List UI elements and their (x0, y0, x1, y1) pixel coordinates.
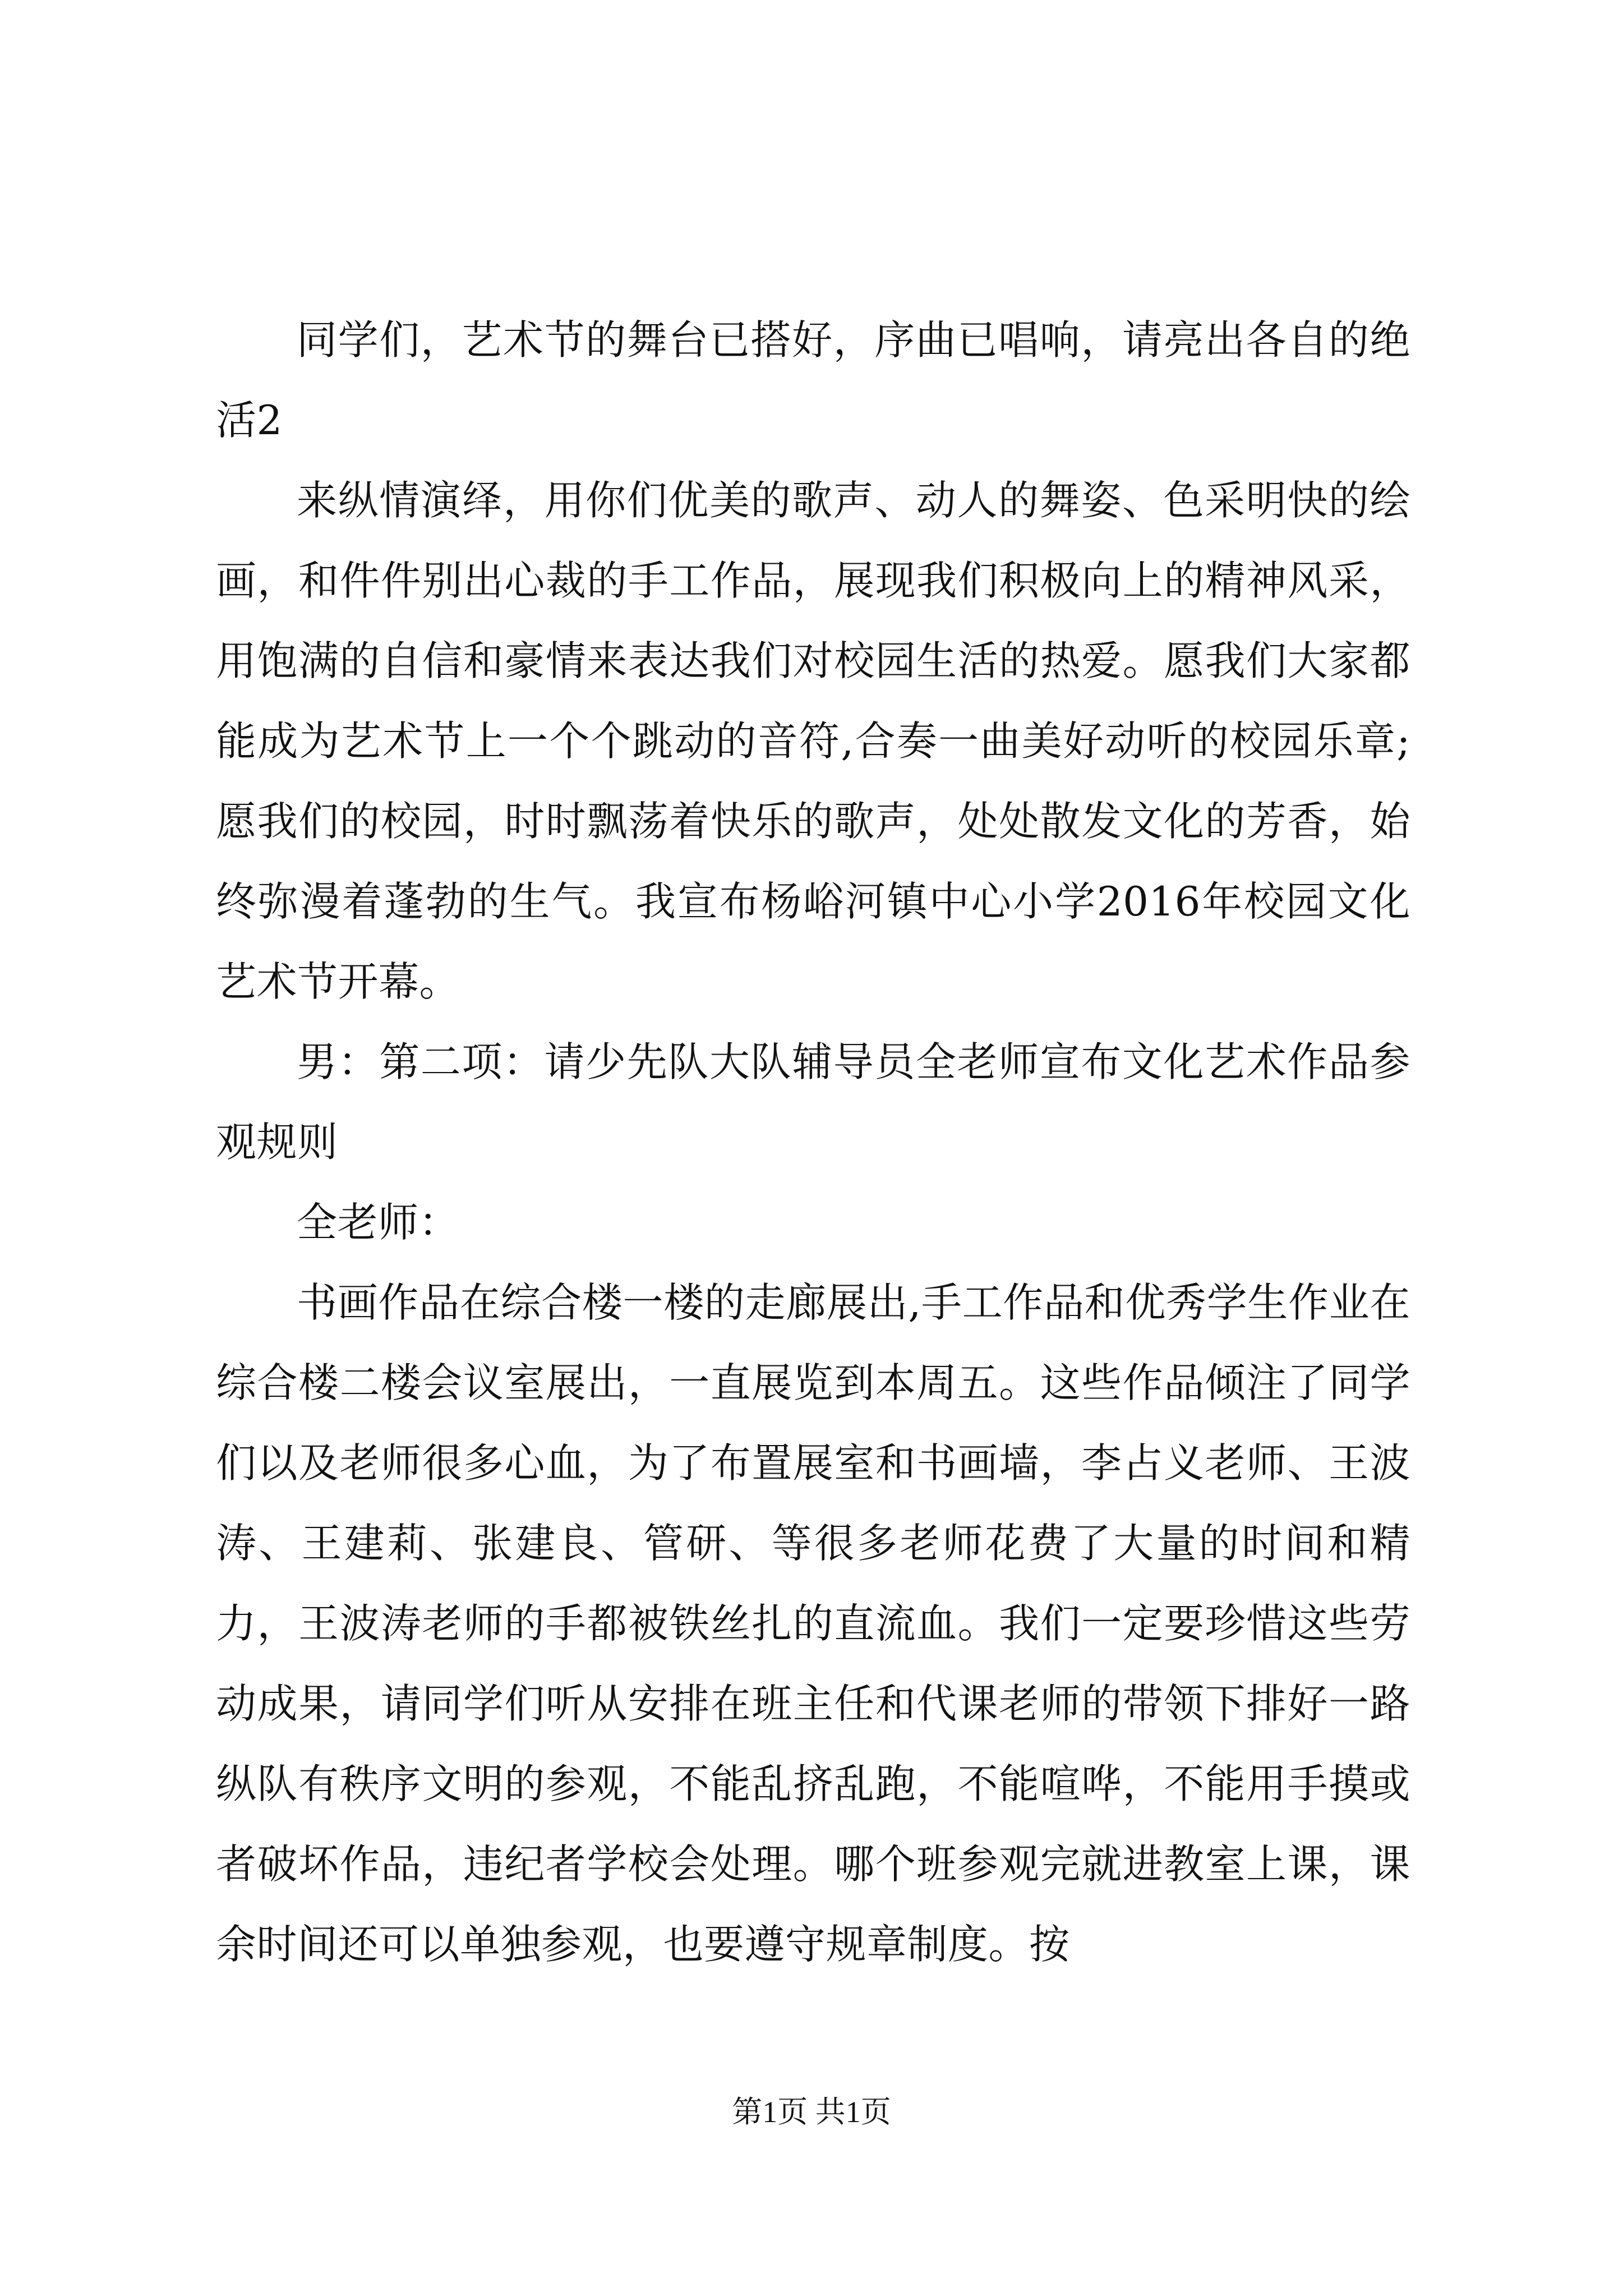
paragraph-3: 男：第二项：请少先队大队辅导员全老师宣布文化艺术作品参观规则 (216, 1038, 1410, 1166)
paragraph-1: 同学们，艺术节的舞台已搭好，序曲已唱响，请亮出各自的绝活2 (216, 316, 1410, 444)
paragraph-4: 全老师： (297, 1199, 460, 1246)
document-body (216, 300, 1410, 1985)
paragraph-5: 书画作品在综合楼一楼的走廊展出,手工作品和优秀学生作业在综合楼二楼会议室展出，一直展览到本周五。这些作品倾注了同学们以及老师很多心血，为了布置展室和书画墙，李占义老师、王波涛、王建莉、张建良、管研、等很多老师花费了大量的时间和精力，王波涛老师的手都被铁丝扎的直流血。我们一定要珍惜这些劳动成果，请同学们听从安排在班主任和代课老师的带领下排好一路纵队有秩序文明的参观，不能乱挤乱跑，不能喧哗，不能用手摸或者破坏作品，违纪者学校会处理。哪个班参观完就进教室上课，课余时间还可以单独参观，也要遵守规章制度。按 (216, 1279, 1410, 1968)
page-footer: 第1页 共1页 (732, 2095, 891, 2129)
paragraph-2: 来纵情演绎，用你们优美的歌声、动人的舞姿、色采明快的绘画，和件件别出心裁的手工作品，展现我们积极向上的精神风采，用饱满的自信和豪情来表达我们对校园生活的热爱。愿我们大家都能成为艺术节上一个个跳动的音符,合奏一曲美好动听的校园乐章;愿我们的校园，时时飘荡着快乐的歌声，处处散发文化的芳香，始终弥漫着蓬勃的生气。我宣布杨峪河镇中心小学2016年校园文化艺术节开幕。 (216, 477, 1410, 1005)
